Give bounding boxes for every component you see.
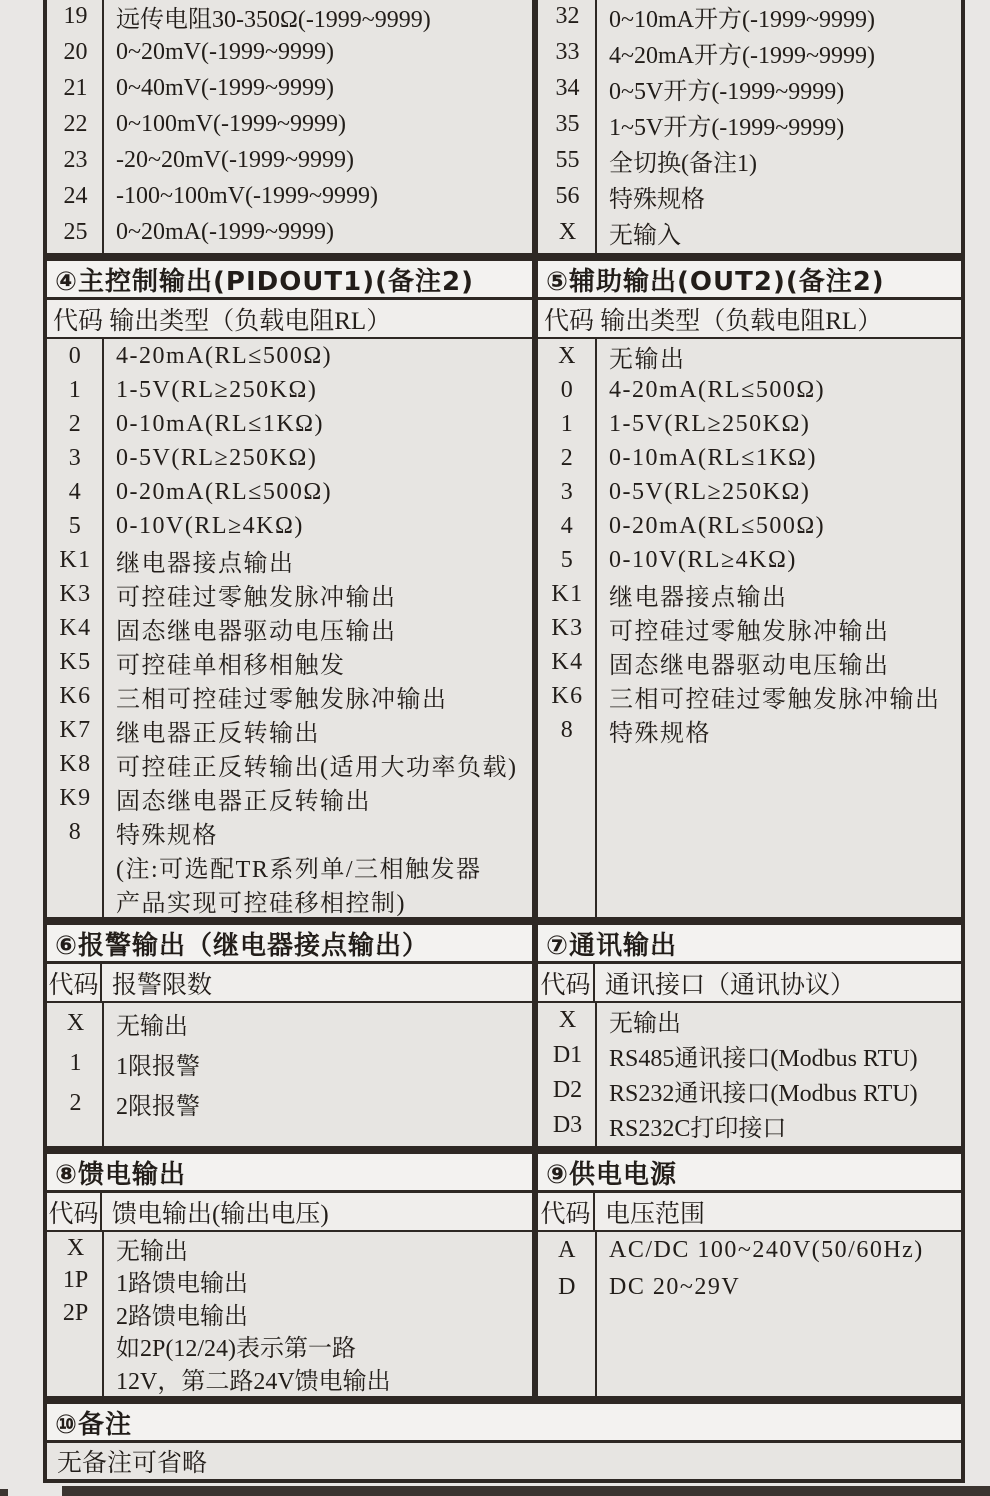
table-row [47,214,532,250]
row-label: 0-20mA(RL≤500Ω) [609,512,826,539]
row-label: 0-10mA(RL≤1KΩ) [609,444,817,471]
section-title-power-supply: ⑨供电电源 [538,1154,961,1193]
row-code: K9 [59,784,92,811]
row-code: A [558,1237,577,1263]
row-code: K6 [551,682,584,709]
section-title-main-output: ④主控制输出(PIDOUT1)(备注2) [47,261,532,300]
row-label: 远传电阻30-350Ω(-1999~9999) [116,6,431,33]
subheader-label: 报警限数 [112,971,213,999]
row-label: 1-5V(RL≥250KΩ) [116,376,318,403]
row-label: 1-5V(RL≥250KΩ) [609,410,811,437]
table-row [47,747,532,781]
table-row [538,577,961,611]
row-label: DC 20~29V [609,1274,741,1300]
row-code: K3 [59,580,92,607]
table-row [47,679,532,713]
subheader-label: 馈电输出(输出电压) [112,1200,329,1228]
subheader-code: 代码 [47,964,102,1001]
row-code: X [66,1234,85,1261]
row-code: 32 [555,2,580,29]
table-row [47,883,532,917]
row-label: 0~20mV(-1999~9999) [116,38,334,65]
column-divider [595,0,597,253]
row-code: 5 [560,546,575,573]
row-code: 8 [560,716,575,743]
table-row [47,1003,532,1043]
table-row [47,781,532,815]
feed-output-subheader [47,1193,532,1232]
row-code: 2 [69,1089,82,1116]
table-row [538,34,961,70]
row-code: D [558,1274,577,1300]
table-row [538,1073,961,1108]
row-code: 8 [68,818,83,845]
row-code: 0 [68,342,83,369]
aux-output-subheader [538,300,961,339]
row-code: K5 [59,648,92,675]
row-label: 如2P(12/24)表示第一路 [116,1336,356,1363]
table-row [47,1330,532,1363]
row-label: 2路馈电输出 [116,1303,248,1330]
row-label: 0~5V开方(-1999~9999) [609,78,845,105]
row-label: 全切换(备注1) [609,150,757,177]
row-label: 0-5V(RL≥250KΩ) [116,444,318,471]
row-label: 特殊规格 [609,720,711,747]
row-label: 0-10mA(RL≤1KΩ) [116,410,324,437]
aux-output-body [538,339,961,917]
row-code: 1 [560,410,575,437]
row-code: 4 [560,512,575,539]
table-row [538,475,961,509]
row-label: 4-20mA(RL≤500Ω) [609,376,826,403]
row-label: (注:可选配TR系列单/三相触发器 [116,856,482,883]
row-code: K4 [551,648,584,675]
row-label: -100~100mV(-1999~9999) [116,182,378,209]
table-row [47,407,532,441]
row-label: 0-10V(RL≥4KΩ) [609,546,797,573]
row-label: 2限报警 [116,1093,200,1120]
row-label: 12V，第二路24V馈电输出 [116,1368,391,1395]
section-title-aux-output: ⑤辅助输出(OUT2)(备注2) [538,261,961,300]
row-label: 0~40mV(-1999~9999) [116,74,334,101]
row-code: 3 [560,478,575,505]
row-code: 22 [63,110,88,137]
table-row [538,0,961,34]
row-label: 0-20mA(RL≤500Ω) [116,478,333,505]
row-code: 1 [69,1049,82,1076]
row-label: RS232通讯接口(Modbus RTU) [609,1081,918,1107]
row-code: X [558,342,577,369]
row-label: 无输出 [609,1011,681,1037]
row-code: X [558,218,577,245]
row-label: 无输出 [116,1238,188,1265]
row-code: 2P [62,1299,89,1326]
row-label: 三相可控硅过零触发脉冲输出 [609,686,941,713]
row-label: 固态继电器驱动电压输出 [609,652,890,679]
row-label: 1~5V开方(-1999~9999) [609,114,845,141]
subheader-code: 代码 [538,964,595,1001]
row-code: K8 [59,750,92,777]
table-row [538,1003,961,1038]
row-label: 继电器正反转输出 [116,720,320,747]
comm-output-body [538,1003,961,1146]
main-output-subheader [47,300,532,339]
row-code: 0 [560,376,575,403]
row-code: 33 [555,38,580,65]
row-label: 固态继电器正反转输出 [116,788,371,815]
table-row [47,645,532,679]
row-label: 可控硅正反转输出(适用大功率负载) [116,754,518,781]
row-label: 三相可控硅过零触发脉冲输出 [116,686,448,713]
comm-output-subheader [538,964,961,1003]
row-code: K3 [551,614,584,641]
row-code: 21 [63,74,88,101]
row-label: 可控硅单相移相触发 [116,652,346,679]
table-row [538,441,961,475]
feed-output-body [47,1232,532,1396]
row-code: 55 [555,146,580,173]
row-code: D2 [552,1077,583,1103]
row-label: 0~20mA(-1999~9999) [116,218,334,245]
row-label: 继电器接点输出 [609,584,788,611]
row-code: 25 [63,218,88,245]
alarm-output-subheader [47,964,532,1003]
subheader-code: 代码 [538,1193,595,1230]
row-code: 56 [555,182,580,209]
row-code: 1 [68,376,83,403]
row-code: K7 [59,716,92,743]
row-code: D3 [552,1112,583,1138]
column-divider [102,339,104,917]
row-code: 20 [63,38,88,65]
table-row [47,815,532,849]
row-code: 3 [68,444,83,471]
bottom-left-mark [0,1489,8,1496]
main-output-table [43,257,536,921]
row-label: 可控硅过零触发脉冲输出 [116,584,397,611]
section-title-alarm-output: ⑥报警输出（继电器接点输出） [47,925,532,964]
row-code: K1 [59,546,92,573]
table-row [538,407,961,441]
remark-note: 无备注可省略 [57,1450,208,1477]
table-row [47,1043,532,1083]
table-row [538,713,961,747]
table-row [47,1297,532,1330]
table-row [47,543,532,577]
table-row [47,142,532,178]
table-row [47,373,532,407]
subheader-text: 代码 输出类型（负载电阻RL） [53,307,392,335]
table-row [538,339,961,373]
table-row [47,475,532,509]
column-divider [102,0,104,253]
next-section-dark-bar [62,1486,990,1496]
table-row [538,1108,961,1143]
row-label: 无输出 [609,346,686,373]
table-row [47,577,532,611]
table-row [47,849,532,883]
subheader-label: 通讯接口（通讯协议） [605,971,856,999]
section-title-remark: ⑩备注 [47,1404,961,1443]
table-row [538,373,961,407]
table-row [538,1038,961,1073]
input-type-table-right [534,0,965,257]
column-divider [595,339,597,917]
table-row [538,611,961,645]
row-code: K6 [59,682,92,709]
table-row [47,1362,532,1395]
column-divider [595,1003,597,1146]
row-code: 4 [68,478,83,505]
subheader-label: 电压范围 [605,1200,706,1228]
alarm-output-body [47,1003,532,1146]
table-row [47,70,532,106]
input-type-right-body [538,0,961,253]
row-label: 0~100mV(-1999~9999) [116,110,346,137]
table-row [538,106,961,142]
column-divider [595,1232,597,1396]
row-label: RS485通讯接口(Modbus RTU) [609,1046,918,1072]
table-row [47,1265,532,1298]
row-label: 0~10mA开方(-1999~9999) [609,6,875,33]
row-label: 继电器接点输出 [116,550,295,577]
row-code: 2 [68,410,83,437]
section-title-comm-output: ⑦通讯输出 [538,925,961,964]
row-label: -20~20mV(-1999~9999) [116,146,354,173]
table-row [538,178,961,214]
comm-output-table [534,921,965,1150]
table-row [47,611,532,645]
table-row [47,106,532,142]
table-row [538,70,961,106]
row-code: 35 [555,110,580,137]
table-row [538,679,961,713]
table-row [47,1232,532,1265]
power-supply-table [534,1150,965,1400]
row-label: 4-20mA(RL≤500Ω) [116,342,333,369]
column-divider [102,1003,104,1146]
table-row [47,178,532,214]
row-code: 19 [63,2,88,29]
row-label: 无输出 [116,1013,188,1040]
row-code: 1P [62,1267,89,1294]
row-code: 34 [555,74,580,101]
column-divider [102,1232,104,1396]
aux-output-table [534,257,965,921]
row-label: 0-5V(RL≥250KΩ) [609,478,811,505]
row-code: 5 [68,512,83,539]
row-code: K1 [551,580,584,607]
table-row [47,441,532,475]
table-row [538,214,961,250]
table-row [538,1269,961,1306]
row-label: 1路馈电输出 [116,1271,248,1298]
table-row [538,1232,961,1269]
row-code: 23 [63,146,88,173]
input-type-left-body [47,0,532,253]
row-label: RS232C打印接口 [609,1116,787,1142]
row-label: 特殊规格 [116,822,218,849]
row-label: 产品实现可控硅移相控制) [116,890,406,917]
row-code: X [558,1007,577,1033]
input-type-table-left [43,0,536,257]
subheader-text: 代码 输出类型（负载电阻RL） [544,307,883,335]
row-label: 4~20mA开方(-1999~9999) [609,42,875,69]
table-row [538,543,961,577]
subheader-code: 代码 [47,1193,102,1230]
row-label: 固态继电器驱动电压输出 [116,618,397,645]
row-code: 24 [63,182,88,209]
row-label: 无输入 [609,222,681,249]
row-code: 2 [560,444,575,471]
power-supply-body [538,1232,961,1396]
remark-table [43,1400,965,1483]
table-row [538,645,961,679]
row-label: AC/DC 100~240V(50/60Hz) [609,1237,924,1263]
row-code: X [66,1009,85,1036]
row-code: D1 [552,1042,583,1068]
table-row [47,339,532,373]
row-label: 特殊规格 [609,186,705,213]
table-row [538,142,961,178]
row-label: 可控硅过零触发脉冲输出 [609,618,890,645]
row-label: 0-10V(RL≥4KΩ) [116,512,304,539]
alarm-output-table [43,921,536,1150]
table-row [47,713,532,747]
feed-output-table [43,1150,536,1400]
table-row [47,1083,532,1123]
row-label: 1限报警 [116,1053,200,1080]
table-row [538,509,961,543]
table-row [47,0,532,34]
power-supply-subheader [538,1193,961,1232]
main-output-body [47,339,532,917]
row-code: K4 [59,614,92,641]
table-row [47,509,532,543]
section-title-feed-output: ⑧馈电输出 [47,1154,532,1193]
table-row [47,34,532,70]
